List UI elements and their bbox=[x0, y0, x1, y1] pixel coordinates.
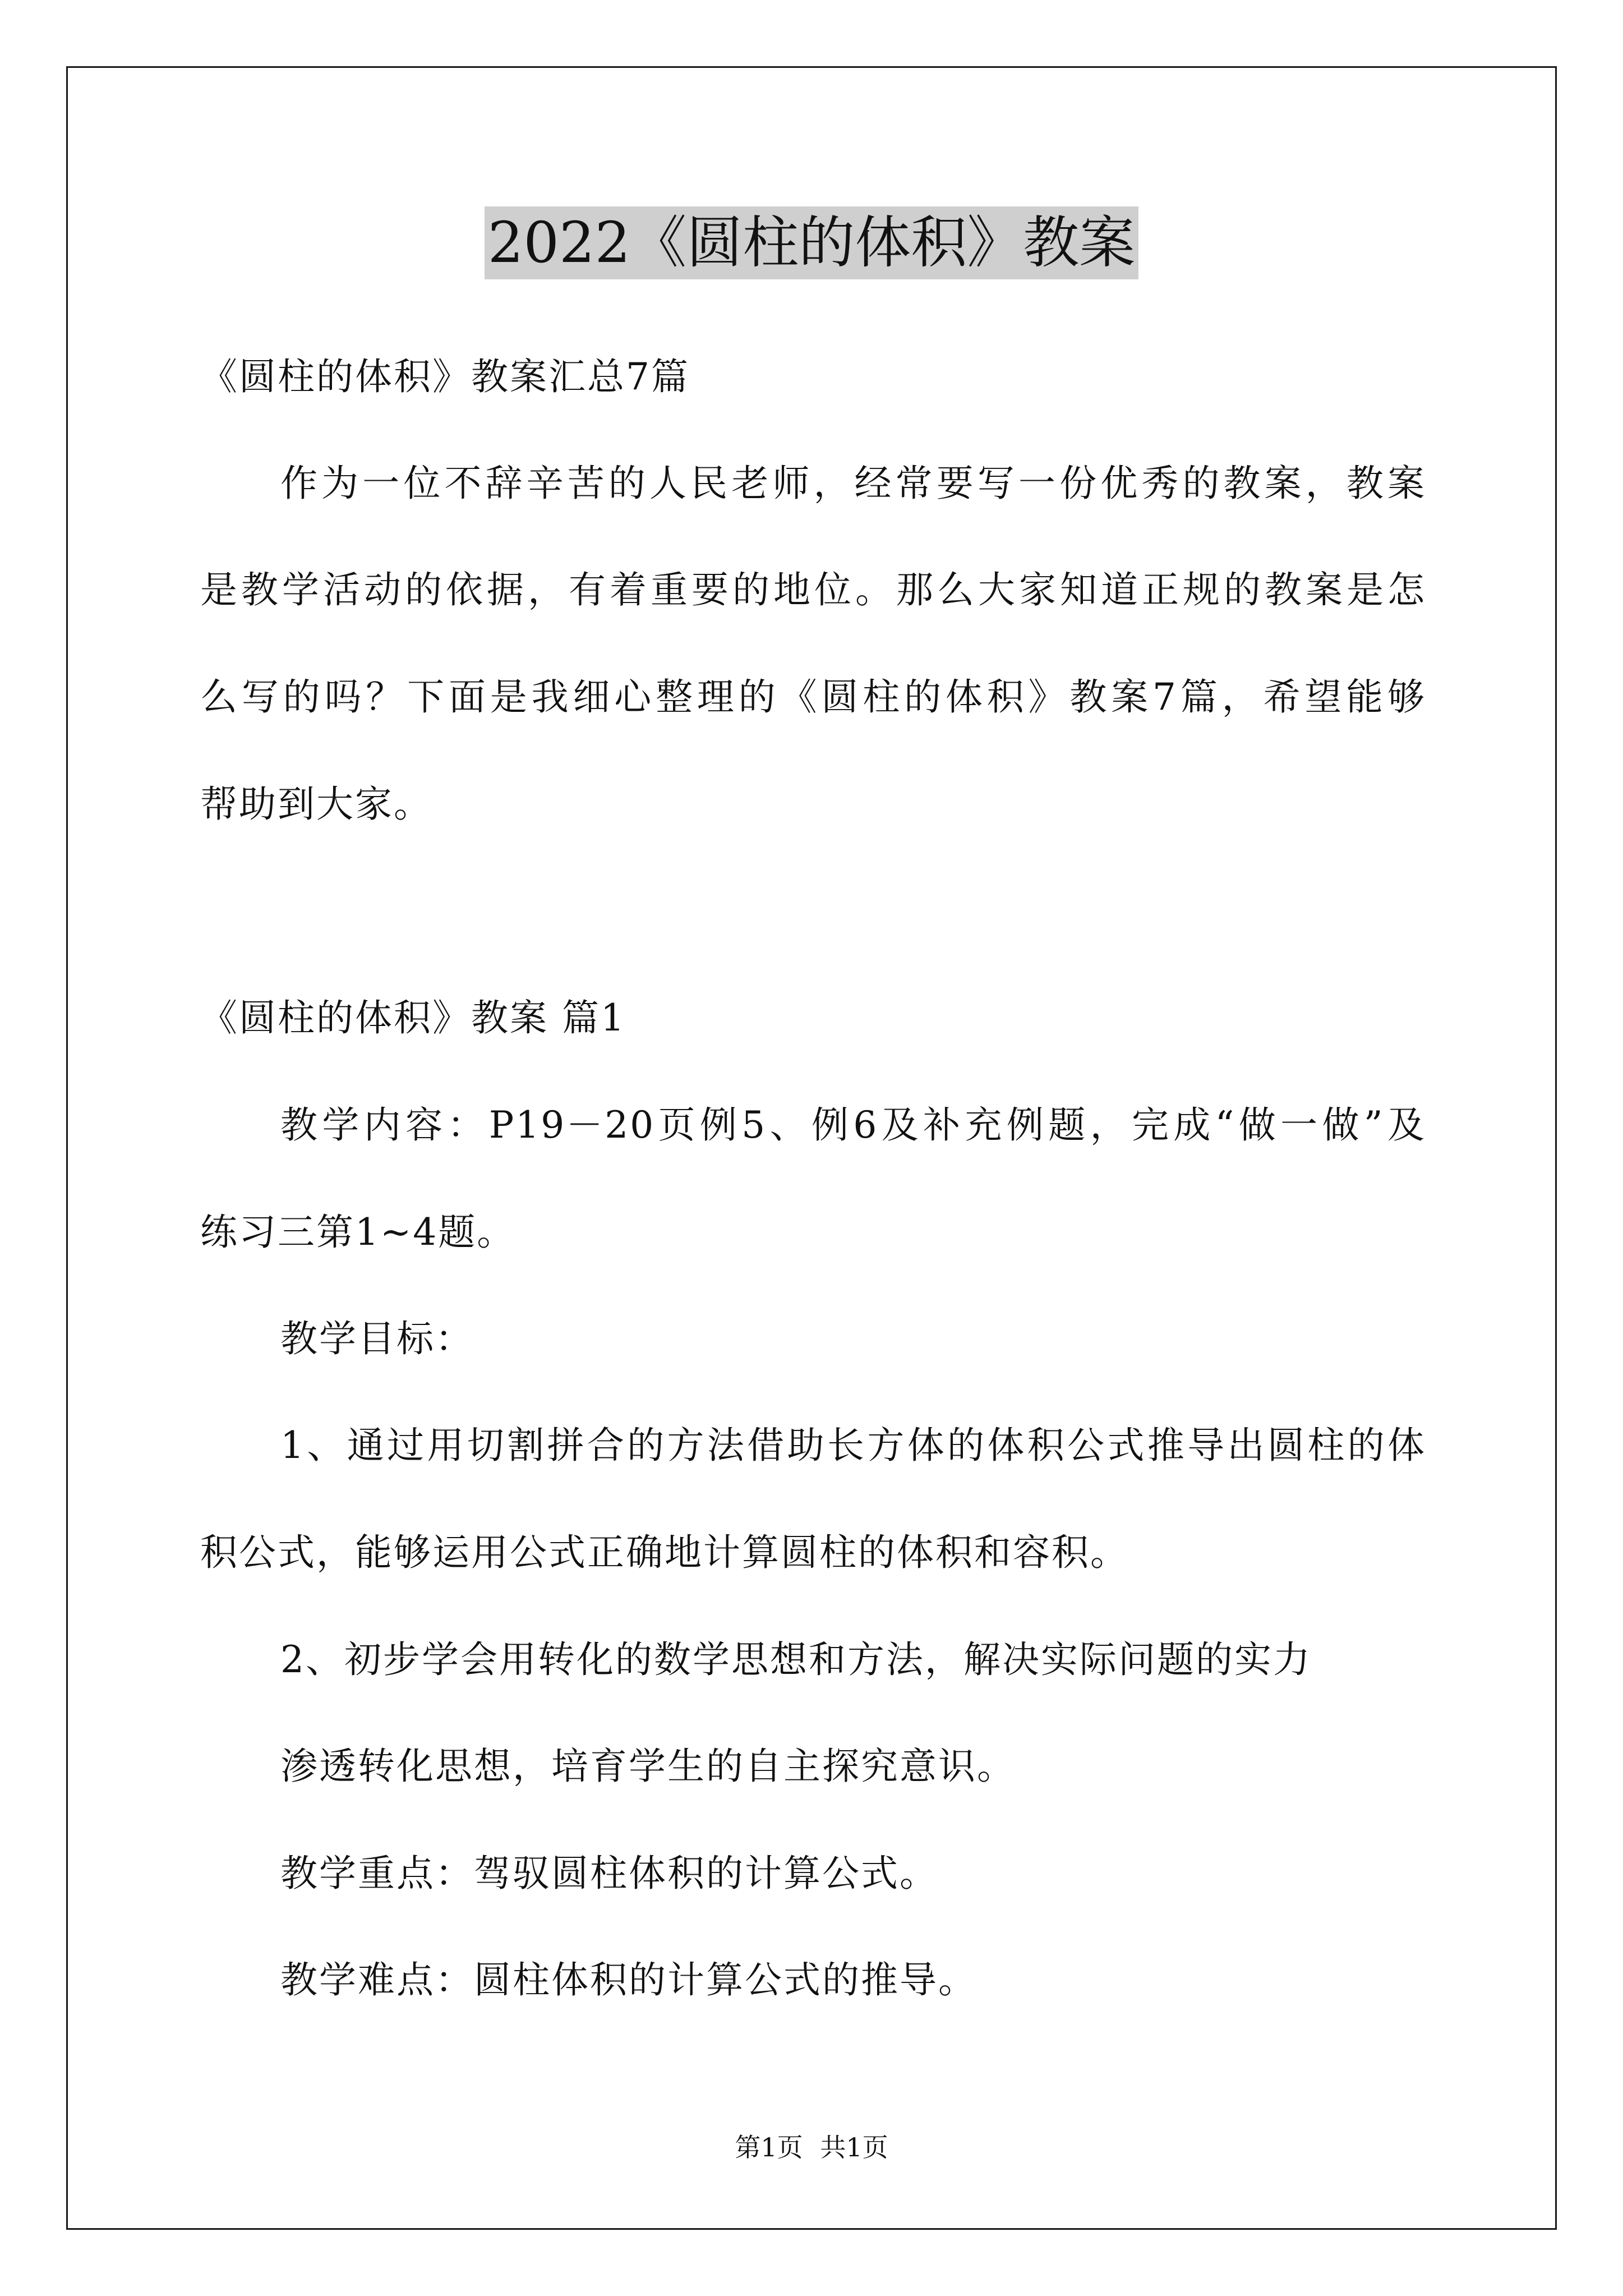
content-line-1: 教学内容：P19－20页例5、例6及补充例题，完成“做一做”及 bbox=[280, 1103, 1426, 1147]
summary-heading: 《圆柱的体积》教案汇总7篇 bbox=[200, 355, 690, 398]
document-title: 2022《圆柱的体积》教案 bbox=[485, 206, 1139, 279]
page-footer bbox=[0, 2131, 1623, 2164]
content-line-8: 教学重点：驾驭圆柱体积的计算公式。 bbox=[280, 1852, 938, 1895]
content-line-9: 教学难点：圆柱体积的计算公式的推导。 bbox=[280, 1958, 977, 2001]
intro-line-2: 是教学活动的依据，有着重要的地位。那么大家知道正规的教案是怎 bbox=[200, 568, 1426, 611]
content-line-2: 练习三第1~4题。 bbox=[200, 1211, 516, 1254]
section-heading: 《圆柱的体积》教案 篇1 bbox=[200, 996, 626, 1039]
content-line-5: 积公式，能够运用公式正确地计算圆柱的体积和容积。 bbox=[200, 1531, 1129, 1574]
intro-line-1: 作为一位不辞辛苦的人民老师，经常要写一份优秀的教案，教案 bbox=[280, 462, 1426, 505]
intro-line-3: 么写的吗？下面是我细心整理的《圆柱的体积》教案7篇，希望能够 bbox=[200, 675, 1426, 719]
page-number: 第1页 bbox=[735, 2132, 803, 2162]
content-line-6: 2、初步学会用转化的数学思想和方法，解决实际问题的实力 bbox=[280, 1638, 1312, 1681]
title-container bbox=[0, 206, 1623, 279]
content-line-4: 1、通过用切割拼合的方法借助长方体的体积公式推导出圆柱的体 bbox=[280, 1424, 1426, 1467]
page-total: 共1页 bbox=[820, 2132, 888, 2162]
content-line-3: 教学目标： bbox=[280, 1317, 474, 1360]
content-line-7: 渗透转化思想，培育学生的自主探究意识。 bbox=[280, 1745, 1016, 1788]
intro-line-4: 帮助到大家。 bbox=[200, 783, 432, 826]
